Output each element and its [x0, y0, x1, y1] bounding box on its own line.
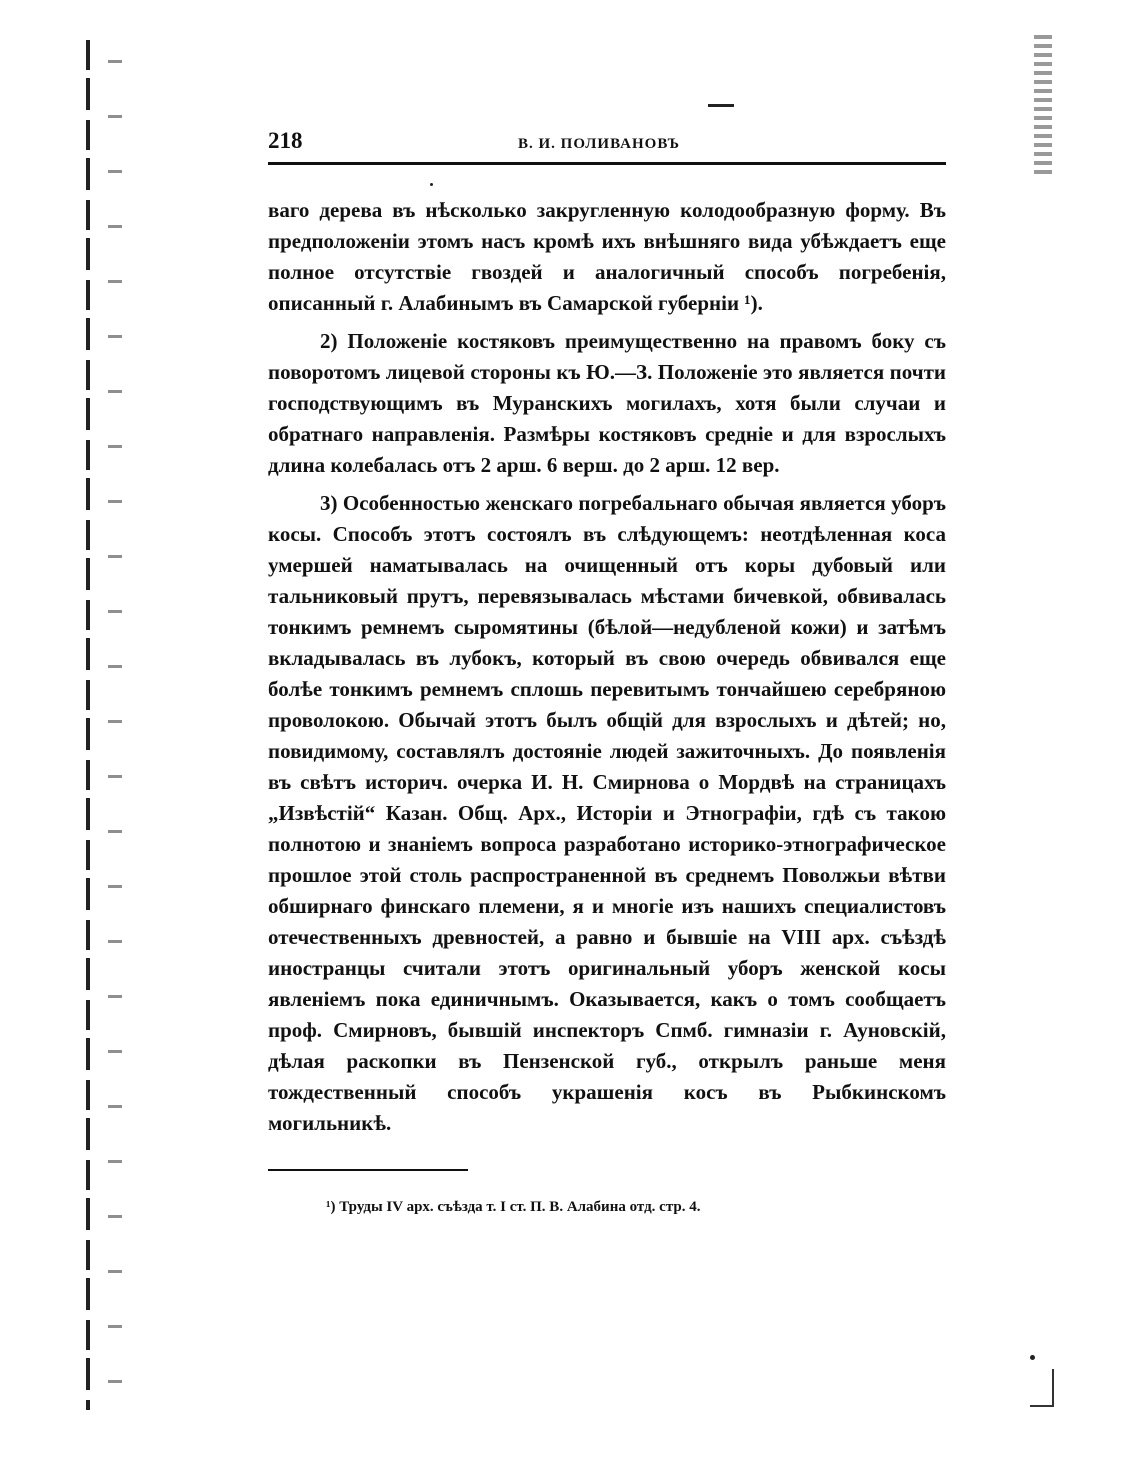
- running-head-author: В. И. ПОЛИВАНОВЪ: [518, 136, 681, 152]
- running-head: [268, 128, 946, 165]
- footnote: ¹) Труды IV арх. съѣзда т. I ст. П. В. Алабина отд. стр. 4.: [326, 1199, 701, 1215]
- book-page: [268, 128, 946, 1216]
- footnote-rule: [268, 1169, 468, 1171]
- scan-edge-left: [86, 40, 90, 1410]
- scan-corner-right: [1030, 1369, 1054, 1407]
- paragraph-skeleton-position: 2) Положенiе костяковъ преимущественно на правомъ боку съ поворотомъ лицевой стороны къ Ю.—З. Положенiе это является почти господствующимъ въ Муранскихъ могилахъ, хотя были случаи и обратнаго направленiя. Размѣры костяковъ среднiе и для взрослыхъ длина колебалась отъ 2 арш. 6 верш. до 2 арш. 12 вер.: [268, 329, 946, 477]
- paragraph-braid-custom: 3) Особенностью женскаго погребальнаго обычая является уборъ косы. Способъ этотъ состоялъ въ слѣдующемъ: неотдѣленная коса умершей наматывалась на очищенный отъ коры дубовый или тальниковый прутъ, перевязывалась мѣстами бичевкой, обвивалась тонкимъ ремнемъ сыромятины (бѣлой—недубленой кожи) и затѣмъ вкладывалась въ лубокъ, который въ свою очередь обвивался еще болѣе тонкимъ ремнемъ сплошь перевитымъ тончайшею серебряною проволокою. Обычай этотъ былъ общiй для взрослыхъ и дѣтей; но, повидимому, составлялъ достоянiе людей зажиточныхъ. До появленiя въ свѣтъ историч. очерка И. Н. Смирнова о Мордвѣ на страницахъ „Извѣстiй“ Казан. Общ. Арх., Исторiи и Этнографiи, гдѣ съ такою полнотою и знанiемъ вопроса разработано историко-этнографическое прошлое этой столь распространенной въ среднемъ Поволжьи вѣтви обширнаго финскаго племени, я и многiе изъ нашихъ специалистовъ отечественныхъ древностей, а равно и бывшiе на VIII арх. съѣздѣ иностранцы считали этотъ оригинальный уборъ женской косы явленiемъ пока единичнымъ. Оказывается, какъ о томъ сообщаетъ проф. Смирновъ, бывшiй инспекторъ Спмб. гимназiи г. Ауновскiй, дѣлая раскопки въ Пензенской губ., открылъ раньше меня тождественный способъ украшенiя косъ въ Рыбкинскомъ могильникѣ.: [268, 491, 946, 1135]
- body-text: [268, 195, 946, 1139]
- page-number: 218: [268, 128, 303, 153]
- paragraph-continuation: ваго дерева въ нѣсколько закругленную колодообразную форму. Въ предположенiи этомъ насъ кромѣ ихъ внѣшняго вида убѣждаетъ еще полное отсутствiе гвоздей и аналогичный способъ погребенiя, описанный г. Алабинымъ въ Самарской губернiи ¹).: [268, 198, 946, 315]
- top-mark: [708, 104, 734, 107]
- scan-specks-left: [108, 60, 122, 1400]
- scan-dot: [1030, 1355, 1035, 1360]
- scan-edge-right: [1034, 35, 1052, 175]
